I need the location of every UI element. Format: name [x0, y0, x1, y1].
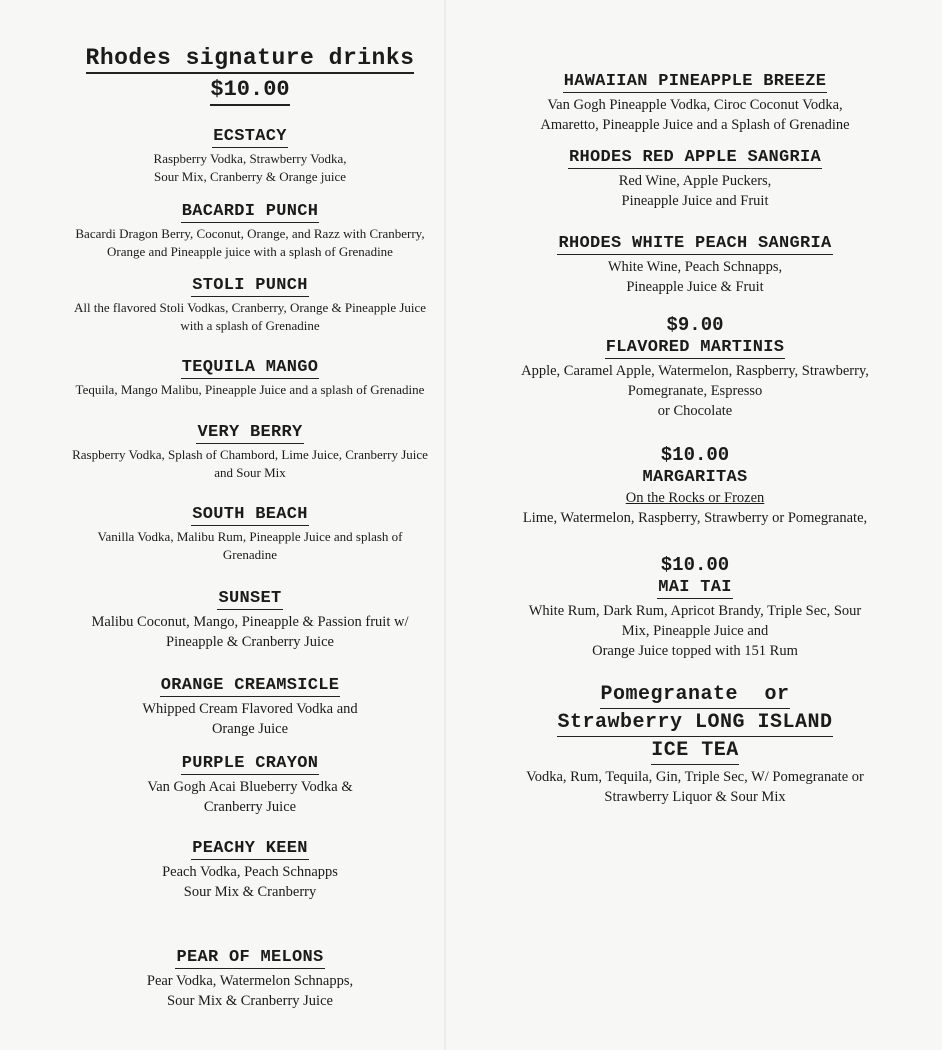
drink-name: SOUTH BEACH: [192, 505, 308, 524]
drink-name: PURPLE CRAYON: [181, 754, 319, 773]
drink-name: HAWAIIAN PINEAPPLE BREEZE: [563, 72, 827, 91]
drink-desc: [50, 862, 450, 902]
drink-desc: [50, 612, 450, 652]
drink-name: PEACHY KEEN: [192, 839, 308, 858]
drink-desc: [50, 150, 450, 186]
drink-desc: [50, 971, 450, 1011]
desc-line: Vanilla Vodka, Malibu Rum, Pineapple Juice and splash of: [97, 529, 403, 544]
menu-price: $10.00: [210, 76, 289, 106]
desc-line: with a splash of Grenadine: [180, 318, 320, 333]
drink-desc: [50, 299, 450, 335]
drink-orange-creamsicle: [50, 675, 450, 739]
section-martinis: [500, 313, 890, 421]
menu-header: [50, 44, 450, 106]
drink-very-berry: [50, 422, 450, 482]
drink-desc: [500, 257, 890, 297]
desc-line: Lime, Watermelon, Raspberry, Strawberry or Pomegranate,: [522, 510, 868, 526]
desc-line: Whipped Cream Flavored Vodka and: [142, 701, 358, 717]
desc-line: Apple, Caramel Apple, Watermelon, Raspberry, Strawberry,: [521, 363, 869, 379]
desc-line: Sour Mix & Cranberry Juice: [167, 993, 333, 1009]
long-island-title-line: Strawberry LONG ISLAND: [557, 709, 832, 737]
desc-line: Pineapple & Cranberry Juice: [166, 634, 334, 650]
section-name: MARGARITAS: [642, 468, 748, 487]
desc-line: Orange Juice: [211, 721, 289, 737]
desc-line: Peach Vodka, Peach Schnapps: [162, 864, 338, 880]
section-price: $9.00: [666, 314, 724, 336]
desc-line: Amaretto, Pineapple Juice and a Splash of Grenadine: [540, 117, 850, 133]
drink-name: ORANGE CREAMSICLE: [160, 676, 340, 695]
section-long-island: [500, 681, 890, 807]
drink-hawaiian-pineapple-breeze: [500, 71, 890, 135]
drink-desc: [50, 777, 450, 817]
desc-line: Tequila, Mango Malibu, Pineapple Juice and a splash of Grenadine: [75, 382, 425, 397]
drink-stoli-punch: [50, 275, 450, 335]
section-name: FLAVORED MARTINIS: [605, 338, 785, 357]
long-island-title-line: Pomegranate or: [600, 681, 789, 709]
desc-line: Van Gogh Acai Blueberry Vodka &: [147, 779, 353, 795]
desc-line: Bacardi Dragon Berry, Coconut, Orange, and Razz with Cranberry,: [75, 226, 425, 241]
drink-ecstacy: [50, 126, 450, 186]
drink-tequila-mango: [50, 357, 450, 399]
desc-line: Raspberry Vodka, Splash of Chambord, Lime Juice, Cranberry Juice: [72, 447, 428, 462]
section-mai-tai: [500, 553, 890, 661]
desc-line: Pineapple Juice and Fruit: [621, 193, 769, 209]
desc-line: Van Gogh Pineapple Vodka, Ciroc Coconut Vodka,: [547, 97, 843, 113]
desc-line: Pineapple Juice & Fruit: [626, 279, 764, 295]
menu-title: Rhodes signature drinks: [86, 44, 415, 74]
desc-line: Pomegranate, Espresso: [627, 383, 763, 399]
desc-line: Raspberry Vodka, Strawberry Vodka,: [153, 151, 347, 166]
desc-line: Strawberry Liquor & Sour Mix: [604, 789, 786, 805]
desc-line: or Chocolate: [657, 403, 733, 419]
desc-line: Sour Mix & Cranberry: [183, 884, 317, 900]
section-desc: [500, 508, 890, 528]
desc-line: Pear Vodka, Watermelon Schnapps,: [146, 973, 354, 989]
drink-sunset: [50, 588, 450, 652]
drink-peachy-keen: [50, 838, 450, 902]
desc-line: Vodka, Rum, Tequila, Gin, Triple Sec, W/ Pomegranate or: [526, 769, 864, 785]
desc-line: Orange Juice topped with 151 Rum: [592, 643, 798, 659]
section-desc: [500, 361, 890, 421]
desc-line: Sour Mix, Cranberry & Orange juice: [153, 169, 347, 184]
desc-line: Grenadine: [222, 547, 278, 562]
drink-bacardi-punch: [50, 201, 450, 261]
desc-line: and Sour Mix: [214, 465, 286, 480]
desc-line: Orange and Pineapple juice with a splash of Grenadine: [107, 244, 393, 259]
drink-purple-crayon: [50, 753, 450, 817]
desc-line: Red Wine, Apple Puckers,: [618, 173, 772, 189]
section-desc: [500, 601, 890, 661]
drink-desc: [500, 95, 890, 135]
drink-name: TEQUILA MANGO: [181, 358, 319, 377]
drink-desc: [500, 171, 890, 211]
section-margaritas: [500, 443, 890, 528]
desc-line: White Wine, Peach Schnapps,: [607, 259, 783, 275]
drink-name: PEAR OF MELONS: [176, 948, 324, 967]
desc-line: White Rum, Dark Rum, Apricot Brandy, Triple Sec, Sour: [528, 603, 862, 619]
drink-desc: [50, 699, 450, 739]
drink-pear-of-melons: [50, 947, 450, 1011]
drink-name: BACARDI PUNCH: [181, 202, 319, 221]
drink-name: STOLI PUNCH: [192, 276, 308, 295]
desc-line: All the flavored Stoli Vodkas, Cranberry, Orange & Pineapple Juice: [73, 300, 427, 315]
section-price: $10.00: [660, 554, 730, 576]
drink-name: ECSTACY: [213, 127, 287, 146]
drink-red-apple-sangria: [500, 147, 890, 211]
drink-desc: [50, 381, 450, 399]
desc-line: Malibu Coconut, Mango, Pineapple & Passion fruit w/: [91, 614, 409, 630]
drink-desc: [50, 446, 450, 482]
drink-desc: [50, 225, 450, 261]
drink-desc: [50, 528, 450, 564]
section-price: $10.00: [660, 444, 730, 466]
section-desc: [500, 767, 890, 807]
desc-line: Cranberry Juice: [203, 799, 297, 815]
drink-name: RHODES WHITE PEACH SANGRIA: [558, 234, 832, 253]
long-island-title-line: ICE TEA: [651, 737, 739, 765]
drink-south-beach: [50, 504, 450, 564]
section-note: On the Rocks or Frozen: [625, 490, 765, 506]
drink-name: RHODES RED APPLE SANGRIA: [568, 148, 822, 167]
section-name: MAI TAI: [658, 578, 732, 597]
drink-name: SUNSET: [218, 589, 282, 608]
drink-name: VERY BERRY: [197, 423, 303, 442]
drink-white-peach-sangria: [500, 233, 890, 297]
desc-line: Mix, Pineapple Juice and: [621, 623, 769, 639]
